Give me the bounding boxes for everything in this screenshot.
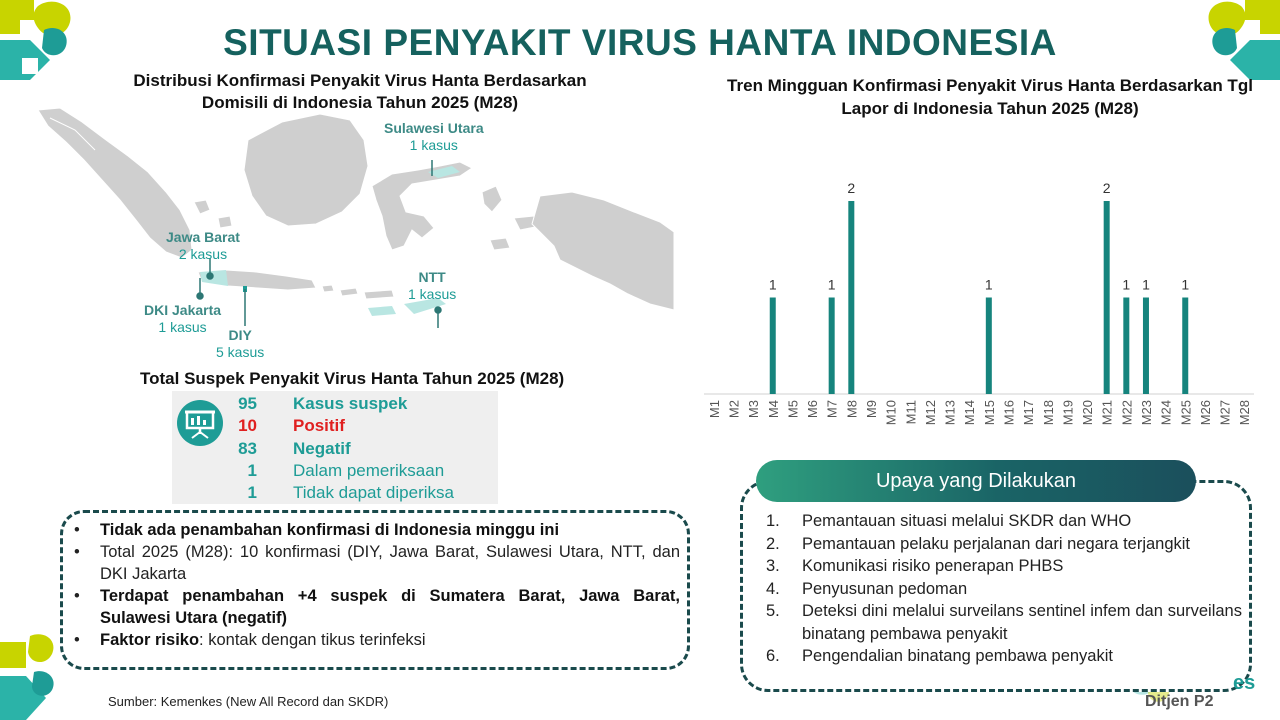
note-text: Total 2025 (M28): 10 konfirmasi (DIY, Jawa Barat, Sulawesi Utara, NTT, dan DKI Jakarta (100, 543, 680, 583)
upaya-text: Pemantauan pelaku perjalanan dari negara terjangkit (802, 534, 1191, 553)
tick-label-M14: M14 (962, 400, 978, 426)
map-label-dki-jakarta (144, 302, 221, 336)
map-label-province: NTT (418, 269, 446, 285)
tick-label-M15: M15 (981, 400, 997, 426)
note-item (70, 629, 680, 651)
bar-M22 (1123, 298, 1129, 395)
indonesia-map-shapes (20, 100, 680, 365)
map-label-count: 2 kasus (178, 246, 228, 262)
bar-M15 (986, 298, 992, 395)
suspect-label: Positif (293, 416, 345, 435)
suspect-row (222, 393, 492, 415)
note-item (70, 519, 680, 541)
map-label-diy (216, 327, 264, 361)
indonesia-map (20, 100, 680, 365)
bar-M4 (770, 298, 776, 395)
map-label-count: 1 kasus (409, 137, 458, 153)
upaya-item (766, 533, 1242, 556)
tick-label-M26: M26 (1197, 400, 1213, 426)
map-label-jawa-barat (166, 229, 240, 263)
note-item (70, 585, 680, 629)
data-label-M4: 1 (768, 276, 777, 293)
map-label-count: 1 kasus (158, 319, 207, 335)
tick-label-M4: M4 (765, 400, 781, 419)
data-label-M23: 1 (1142, 276, 1150, 293)
map-label-sulawesi-utara (384, 120, 484, 154)
data-label-M8: 2 (847, 180, 856, 196)
chart-title-line1: Tren Mingguan Konfirmasi Penyakit Virus Hanta Berdasarkan Tgl (727, 76, 1253, 95)
upaya-item (766, 555, 1242, 578)
tick-label-M11: M11 (903, 400, 919, 425)
upaya-item (766, 645, 1242, 668)
note-text: : kontak dengan tikus terinfeksi (199, 631, 426, 649)
suspect-row (222, 438, 492, 460)
notes-list (70, 519, 680, 651)
suspect-label: Tidak dapat diperiksa (293, 483, 454, 502)
suspect-row (222, 415, 492, 437)
tick-label-M16: M16 (1001, 400, 1017, 426)
tick-label-M19: M19 (1060, 400, 1076, 426)
weekly-bar-chart (700, 150, 1260, 445)
map-label-count: 5 kasus (216, 344, 265, 360)
suspect-count: 83 (238, 439, 257, 458)
map-label-province: DKI Jakarta (144, 302, 222, 318)
upaya-item (766, 578, 1242, 601)
upaya-text: Pengendalian binatang pembawa penyakit (802, 647, 1113, 665)
tick-label-M3: M3 (746, 400, 762, 419)
tick-label-M12: M12 (922, 400, 938, 426)
tick-label-M18: M18 (1040, 400, 1056, 426)
tick-label-M24: M24 (1158, 400, 1174, 426)
data-label-M7: 1 (827, 276, 836, 293)
note-text: Terdapat penambahan +4 suspek di Sumatera Barat, Jawa Barat, Sulawesi Utara (negatif) (100, 587, 680, 627)
upaya-number: 1. (766, 512, 780, 530)
bar-M7 (829, 298, 835, 395)
suspect-label: Dalam pemeriksaan (293, 461, 445, 480)
upaya-header: Upaya yang Dilakukan (756, 460, 1196, 502)
upaya-number: 5. (766, 602, 780, 620)
tick-label-M25: M25 (1178, 400, 1194, 426)
tick-label-M23: M23 (1138, 400, 1154, 426)
note-item (70, 541, 680, 585)
chart-title-line2: Lapor di Indonesia Tahun 2025 (M28) (841, 99, 1139, 118)
suspect-title: Total Suspek Penyakit Virus Hanta Tahun 2025 (M28) (140, 369, 565, 388)
tick-label-M5: M5 (785, 400, 801, 419)
map-label-province: Sulawesi Utara (384, 120, 484, 136)
chart-title (700, 74, 1280, 120)
bar-M21 (1104, 201, 1110, 394)
map-label-ntt (408, 269, 456, 303)
tick-label-M21: M21 (1099, 400, 1115, 426)
ntt-highlight-1 (368, 306, 396, 316)
suspect-row (222, 460, 492, 482)
suspect-count: 95 (238, 394, 257, 413)
tick-label-M2: M2 (726, 400, 742, 419)
tick-label-M17: M17 (1021, 400, 1037, 426)
tick-label-M9: M9 (863, 400, 879, 419)
source-note: Sumber: Kemenkes (New All Record dan SKDR) (108, 694, 389, 709)
upaya-number: 4. (766, 579, 780, 598)
map-label-province: DIY (228, 327, 252, 343)
tick-label-M1: M1 (706, 400, 722, 419)
map-label-province: Jawa Barat (166, 229, 240, 245)
note-bold: Faktor risiko (100, 631, 200, 649)
data-label-M15: 1 (984, 276, 993, 293)
map-title-line2: Domisili di Indonesia Tahun 2025 (M28) (201, 93, 519, 112)
tick-label-M28: M28 (1237, 400, 1253, 426)
suspect-count: 10 (238, 416, 257, 435)
note-text: Tidak ada penambahan konfirmasi di Indonesia minggu ini (100, 521, 560, 539)
upaya-text: Pemantauan situasi melalui SKDR dan WHO (802, 512, 1132, 530)
presentation-board-icon (177, 400, 223, 446)
tick-label-M20: M20 (1080, 400, 1096, 426)
page-title: SITUASI PENYAKIT VIRUS HANTA INDONESIA (223, 22, 1057, 63)
upaya-item (766, 600, 1242, 645)
jawa-barat-highlight (200, 270, 228, 286)
bar-M23 (1143, 298, 1149, 395)
tick-label-M13: M13 (942, 400, 958, 426)
tick-label-M6: M6 (805, 400, 821, 419)
upaya-text: Deteksi dini melalui surveilans sentinel infem dan surveilans binatang pembawa penyakit (802, 602, 1242, 643)
data-label-M25: 1 (1181, 276, 1190, 293)
tick-label-M10: M10 (883, 400, 899, 426)
logo-text-fragment: es (1233, 672, 1256, 694)
upaya-number: 6. (766, 647, 780, 665)
bar-M8 (848, 201, 854, 394)
upaya-number: 3. (766, 557, 780, 575)
tick-label-M22: M22 (1119, 400, 1135, 426)
data-label-M22: 1 (1122, 276, 1131, 293)
upaya-number: 2. (766, 534, 780, 553)
tick-label-M27: M27 (1217, 400, 1233, 426)
suspect-count: 1 (247, 483, 257, 502)
tick-label-M7: M7 (824, 400, 840, 419)
upaya-list (766, 510, 1242, 668)
data-label-M21: 2 (1102, 180, 1111, 196)
map-label-count: 1 kasus (408, 286, 457, 302)
upaya-item (766, 510, 1242, 533)
suspect-count: 1 (247, 461, 257, 480)
suspect-label: Kasus suspek (293, 394, 408, 413)
suspect-label: Negatif (293, 439, 351, 458)
bar-M25 (1182, 298, 1188, 395)
logo-text: Ditjen P2 (1145, 693, 1214, 710)
tick-label-M8: M8 (844, 400, 860, 419)
map-title-line1: Distribusi Konfirmasi Penyakit Virus Hanta Berdasarkan (133, 71, 587, 90)
upaya-text: Penyusunan pedoman (802, 579, 968, 598)
suspect-row (222, 482, 492, 504)
upaya-text: Komunikasi risiko penerapan PHBS (802, 557, 1064, 575)
